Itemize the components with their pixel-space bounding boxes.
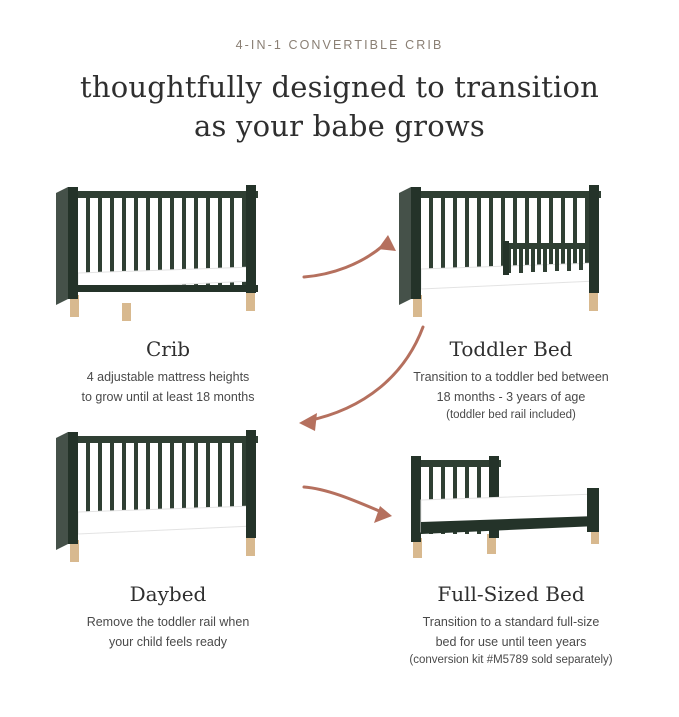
stage-full-sized-bed <box>351 412 671 670</box>
arrow-toddler-to-daybed <box>255 317 435 437</box>
stage-full-sized-bed-title: Full-Sized Bed <box>437 582 585 607</box>
eyebrow-label: 4-IN-1 CONVERTIBLE CRIB <box>235 38 444 52</box>
stage-daybed-body <box>8 613 328 652</box>
stage-crib-body-line-1: 4 adjustable mattress heights <box>86 370 250 385</box>
stage-crib-title: Crib <box>145 337 191 362</box>
crib-illustration <box>8 167 328 327</box>
stage-toddler-bed-body-line-1: Transition to a toddler bed between <box>413 370 609 385</box>
stage-full-sized-bed-body-line-2: bed for use until teen years <box>435 634 587 649</box>
headline-line-2: as your babe grows <box>194 108 485 143</box>
page-title <box>0 68 679 145</box>
stage-full-sized-bed-body-line-1: Transition to a standard full-size <box>422 615 600 630</box>
stage-toddler-bed-title: Toddler Bed <box>449 337 573 362</box>
infographic-page <box>0 38 679 717</box>
headline-line-1: thoughtfully designed to transition <box>79 70 600 104</box>
stage-daybed-body-line-1: Remove the toddler rail when <box>86 615 250 630</box>
stage-daybed <box>8 412 328 652</box>
stage-daybed-body-line-2: your child feels ready <box>108 634 228 649</box>
stage-toddler-bed-body-line-3: (toddler bed rail included) <box>446 408 576 421</box>
arrow-daybed-to-full <box>300 467 410 527</box>
stage-full-sized-bed-body <box>351 613 671 670</box>
stage-daybed-title: Daybed <box>129 582 207 607</box>
stage-crib-body-line-2: to grow until at least 18 months <box>81 389 255 404</box>
stage-full-sized-bed-body-line-3: (conversion kit #M5789 sold separately) <box>409 653 613 666</box>
arrow-crib-to-toddler <box>300 229 410 289</box>
stage-toddler-bed-body-line-2: 18 months - 3 years of age <box>436 389 586 404</box>
